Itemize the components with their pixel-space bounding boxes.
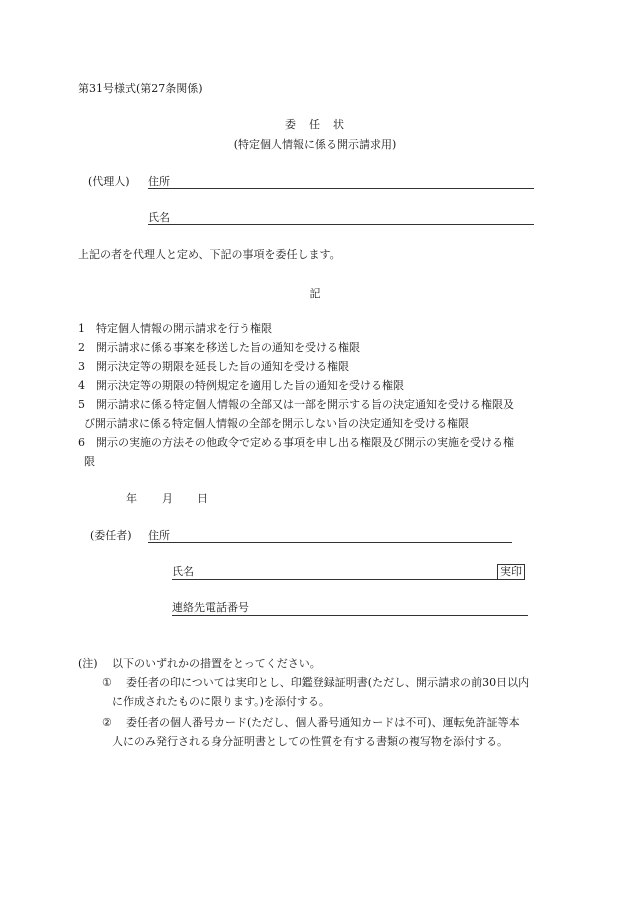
list-item-number: 5 [78,398,85,411]
note-1-mark: ① [102,676,112,689]
list-item-number: 6 [78,436,85,449]
document-subtitle: (特定個人情報に係る開示請求用) [233,138,397,151]
principal-label: (委任者) [90,529,132,542]
note-2-mark: ② [102,716,112,729]
agent-address-line[interactable] [148,188,534,189]
principal-phone-label: 連絡先電話番号 [172,601,249,614]
principal-name-line[interactable] [172,579,524,580]
list-item-line1: 開示の実施の方法その他政令で定める事項を申し出る権限及び開示の実施を受ける権 [96,436,514,449]
list-item-line2: 限 [84,455,95,468]
list-item: 開示決定等の期限を延長した旨の通知を受ける権限 [96,360,349,373]
agent-label: (代理人) [88,175,130,188]
note-2-line1: 委任者の個人番号カード(ただし、個人番号通知カードは不可)、運転免許証等本 [126,716,520,729]
principal-phone-line[interactable] [172,615,528,616]
list-item: 開示決定等の期限の特例規定を適用した旨の通知を受ける権限 [96,379,404,392]
notes-label: (注) [78,657,98,670]
agent-name-line[interactable] [148,224,534,225]
note-1-line2: に作成されたものに限ります。)を添付する。 [112,695,330,708]
note-2-line2: 人にのみ発行される身分証明書としての性質を有する書類の複写物を添付する。 [112,735,508,748]
agent-name-label: 氏名 [148,211,170,224]
list-item-line2: び開示請求に係る特定個人情報の全部を開示しない旨の決定通知を受ける権限 [84,417,469,430]
list-item-number: 1 [78,322,85,335]
principal-address-label: 住所 [148,529,170,542]
seal-box: 実印 [497,564,525,580]
ki-heading: 記 [309,287,321,300]
list-item-number: 2 [78,341,85,354]
date-year-label: 年 [126,492,137,505]
principal-address-line[interactable] [148,542,512,543]
list-item-number: 3 [78,360,85,373]
list-item: 開示請求に係る事案を移送した旨の通知を受ける権限 [96,341,360,354]
form-number: 第31号様式(第27条関係) [78,82,203,95]
note-1-line1: 委任者の印については実印とし、印鑑登録証明書(ただし、開示請求の前30日以内 [126,676,530,689]
date-day-label: 日 [197,492,208,505]
agent-address-label: 住所 [148,175,170,188]
delegation-statement: 上記の者を代理人と定め、下記の事項を委任します。 [78,248,341,261]
list-item: 特定個人情報の開示請求を行う権限 [96,322,272,335]
list-item-line1: 開示請求に係る特定個人情報の全部又は一部を開示する旨の決定通知を受ける権限及 [96,398,514,411]
list-item-number: 4 [78,379,85,392]
principal-name-label: 氏名 [172,565,194,578]
notes-intro: 以下のいずれかの措置をとってください。 [112,657,321,670]
document-title: 委 任 状 [285,118,345,131]
date-month-label: 月 [162,492,173,505]
